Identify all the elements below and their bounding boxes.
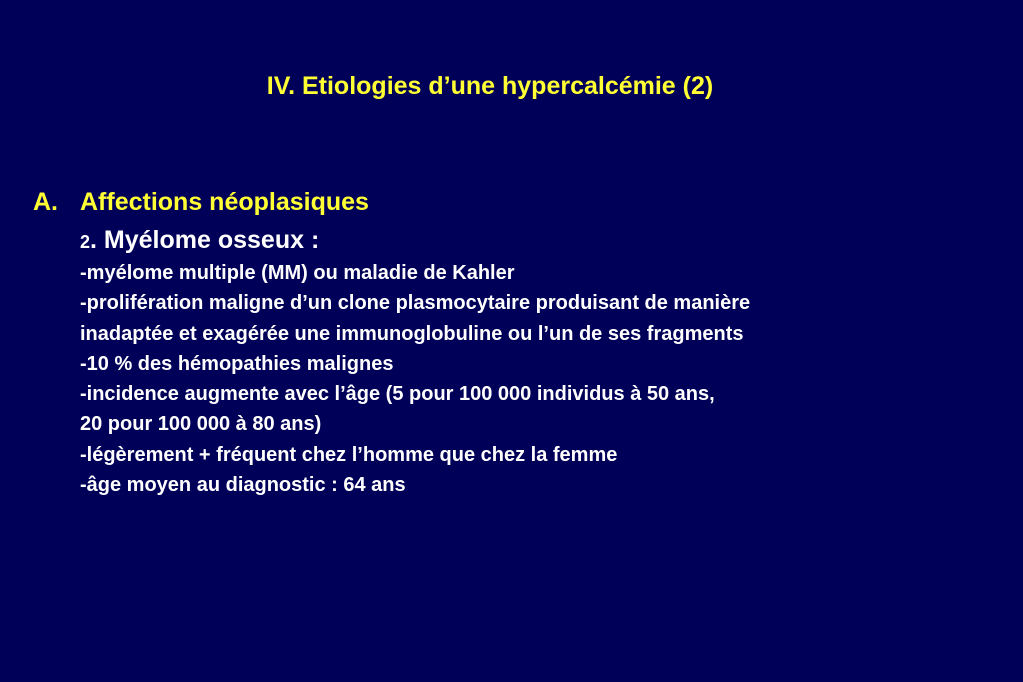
- subsection-heading: [80, 223, 319, 259]
- list-item: -légèrement + fréquent chez l’homme que chez la femme: [80, 443, 618, 466]
- list-item: 20 pour 100 000 à 80 ans): [80, 413, 322, 436]
- list-item: inadaptée et exagérée une immunoglobuline ou l’un de ses fragments: [80, 322, 744, 345]
- section-letter: A.: [33, 188, 58, 216]
- subsection-label: . Myélome osseux :: [90, 226, 320, 254]
- list-item: -âge moyen au diagnostic : 64 ans: [80, 474, 406, 497]
- subsection-number: 2: [80, 232, 91, 252]
- section-label: Affections néoplasiques: [80, 188, 369, 216]
- list-item: -prolifération maligne d’un clone plasmocytaire produisant de manière: [80, 292, 751, 315]
- slide-title: IV. Etiologies d’une hypercalcémie (2): [266, 72, 714, 100]
- bullet-list: [80, 258, 750, 500]
- list-item: -incidence augmente avec l’âge (5 pour 100 000 individus à 50 ans,: [80, 383, 715, 406]
- list-item: -10 % des hémopathies malignes: [80, 352, 394, 375]
- section-heading: [33, 185, 369, 219]
- list-item: -myélome multiple (MM) ou maladie de Kahler: [80, 262, 515, 284]
